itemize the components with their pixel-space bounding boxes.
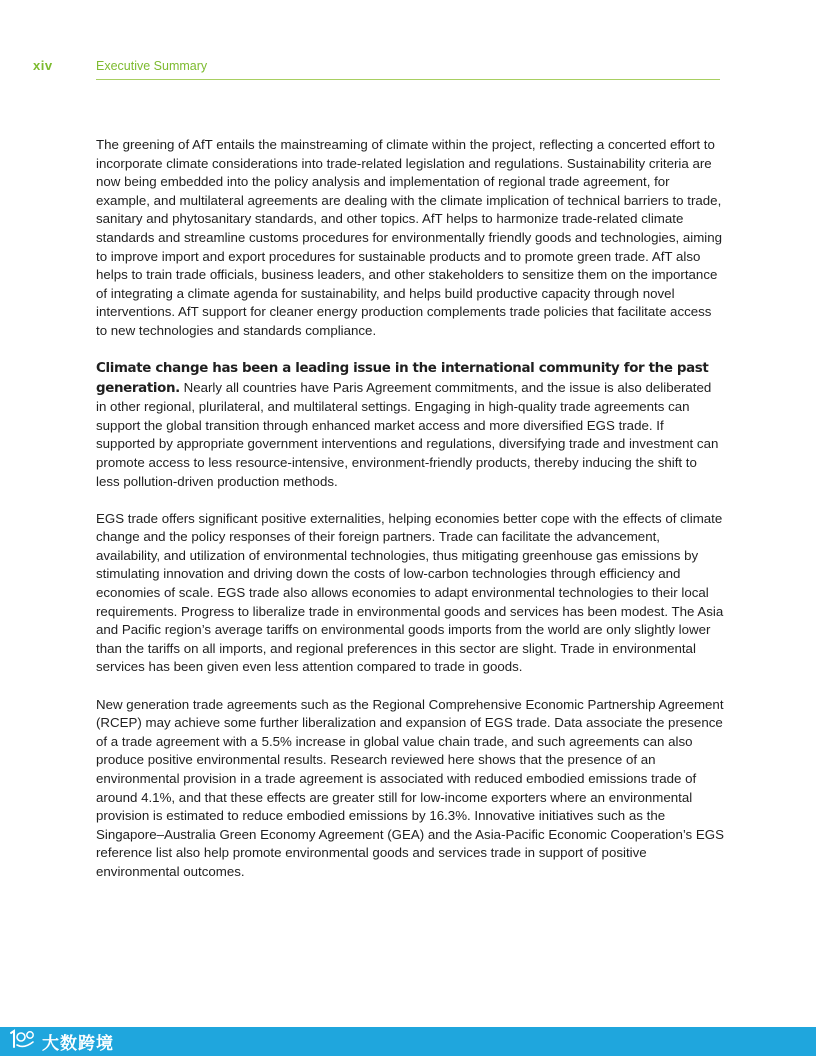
body-text: [96, 136, 724, 900]
paragraph-climate-change-body: Nearly all countries have Paris Agreement commitments, and the issue is also deliberated in other regional, plurilateral, and multilateral settings. Engaging in high-quality trade agreements can support the global transition through enhanced market access and more diversified EGS trade. If supported by appropriate government interventions and regulations, diversifying trade and investment can promote access to less resource-intensive, environment-friendly products, thereby inducing the shift to less pollution-driven production methods.: [96, 379, 719, 489]
paragraph-trade-agreements: New generation trade agreements such as the Regional Comprehensive Economic Partnership Agreement (RCEP) may achieve some further liberalization and expansion of EGS trade. Data associate the presence of a trade agreement with a 5.5% increase in global value chain trade, and such agreements can also produce positive environmental results. Research reviewed here shows that the presence of an environmental provision in a trade agreement is associated with reduced embodied emissions trade of around 4.1%, and that these effects are greater still for low-income exporters where an environmental provision is estimated to reduce embodied emissions by 16.3%. Innovative initiatives such as the Singapore–Australia Green Economy Agreement (GEA) and the Asia-Pacific Economic Cooperation’s EGS reference list also help promote environmental goods and services trade in support of positive environmental outcomes.: [96, 696, 724, 879]
page-number: xiv: [33, 58, 53, 73]
running-header: Executive Summary: [96, 59, 208, 73]
paragraph-egs-trade: EGS trade offers significant positive externalities, helping economies better cope with the effects of climate change and the policy responses of their foreign partners. Trade can facilitate the advancement, availability, and utilization of environmental technologies, thus mitigating greenhouse gas emissions by stimulating innovation and driving down the costs of low-carbon technologies through efficiency and economies of scale. EGS trade also allows economies to adapt environmental technologies to their local requirements. Progress to liberalize trade in environmental goods and services has been modest. The Asia and Pacific region’s average tariffs on environmental goods imports from the world are only slightly lower than the tariffs on all imports, and regional preferences in this sector are slight. Trade in environmental services has been given even less attention compared to trade in goods.: [96, 510, 724, 675]
footer-bar: [0, 1027, 816, 1056]
1000-logo-icon: [8, 1028, 38, 1055]
watermark: [8, 1028, 114, 1054]
paragraph-aft-greening: The greening of AfT entails the mainstreaming of climate within the project, reflecting a concerted effort to incorporate climate considerations into trade-related legislation and regulations. Sustainability criteria are now being embedded into the policy analysis and implementation of regional trade agreement, for example, and multilateral agreements are dealing with the climate implication of technical barriers to trade, sanitary and phytosanitary standards, and other topics. AfT helps to harmonize trade-related climate standards and streamline customs procedures for environmentally friendly goods and technologies, aiming to improve import and export procedures for sustainable products and to promote green trade. AfT also helps to train trade officials, business leaders, and other stakeholders to sensitize them on the importance of integrating a climate agenda for sustainability, and helps build productive capacity through novel interventions. AfT support for cleaner energy production complements trade policies that facilitate access to new technologies and standards compliance.: [96, 137, 723, 338]
paragraph-lead-sentence: Climate change has been a leading issue in the international community for the past generation.: [96, 361, 709, 396]
paragraph-climate-change: [96, 359, 724, 491]
header-divider: [96, 79, 720, 80]
watermark-text: 大数跨境: [42, 1033, 114, 1054]
